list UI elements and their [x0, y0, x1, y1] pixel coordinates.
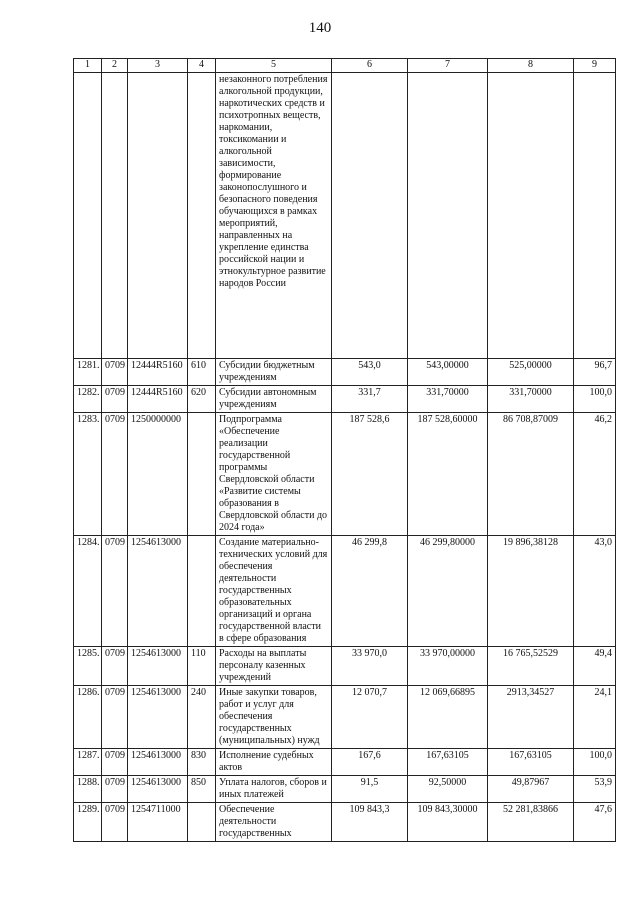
expense-type: 850 — [188, 776, 216, 803]
item-name: Иные закупки товаров, работ и услуг для обеспечения государственных (муниципальных) нужд — [216, 686, 332, 749]
continuation-row — [74, 73, 616, 359]
planned-amount: 46 299,8 — [332, 536, 408, 647]
item-name: Исполнение судебных актов — [216, 749, 332, 776]
planned-amount: 91,5 — [332, 776, 408, 803]
table-header-row — [74, 59, 616, 73]
executed-amount: 331,70000 — [488, 386, 574, 413]
target-code: 1254613000 — [128, 536, 188, 647]
executed-amount: 167,63105 — [488, 749, 574, 776]
execution-percent: 53,9 — [574, 776, 616, 803]
refined-amount: 92,50000 — [408, 776, 488, 803]
column-header: 4 — [188, 59, 216, 73]
section-code: 0709 — [102, 776, 128, 803]
planned-amount: 12 070,7 — [332, 686, 408, 749]
refined-amount: 543,00000 — [408, 359, 488, 386]
execution-percent: 46,2 — [574, 413, 616, 536]
column-header: 9 — [574, 59, 616, 73]
section-code: 0709 — [102, 803, 128, 842]
continuation-text: незаконного потребления алкогольной продукции, наркотических средств и психотропных веществ, наркомании, токсикомании и алкогольной зависимости, формирование законопослушного и безопасного поведения обучающихся в рамках мероприятий, направленных на укрепление единства российской нации и этнокультурное развитие народов России — [216, 73, 332, 359]
execution-percent: 100,0 — [574, 749, 616, 776]
expense-type: 620 — [188, 386, 216, 413]
execution-percent: 49,4 — [574, 647, 616, 686]
executed-amount: 2913,34527 — [488, 686, 574, 749]
item-name: Субсидии автономным учреждениям — [216, 386, 332, 413]
table-row — [74, 647, 616, 686]
table-row — [74, 776, 616, 803]
item-name: Подпрограмма «Обеспечение реализации государственной программы Свердловской области «Развитие системы образования в Свердловской области до 2024 года» — [216, 413, 332, 536]
target-code: 1254613000 — [128, 686, 188, 749]
executed-amount: 52 281,83866 — [488, 803, 574, 842]
execution-percent: 96,7 — [574, 359, 616, 386]
planned-amount: 167,6 — [332, 749, 408, 776]
table-row — [74, 413, 616, 536]
item-name: Создание материально-технических условий для обеспечения деятельности государственных образовательных организаций и органа государственной власти в сфере образования — [216, 536, 332, 647]
expense-type — [188, 536, 216, 647]
expense-type: 830 — [188, 749, 216, 776]
row-number: 1288. — [74, 776, 102, 803]
section-code: 0709 — [102, 647, 128, 686]
expense-type: 110 — [188, 647, 216, 686]
row-number: 1282. — [74, 386, 102, 413]
planned-amount: 187 528,6 — [332, 413, 408, 536]
table-row — [74, 686, 616, 749]
refined-amount: 33 970,00000 — [408, 647, 488, 686]
page-number: 140 — [308, 20, 332, 36]
expense-type: 610 — [188, 359, 216, 386]
expense-type — [188, 413, 216, 536]
item-name: Расходы на выплаты персоналу казенных учреждений — [216, 647, 332, 686]
row-number: 1281. — [74, 359, 102, 386]
section-code: 0709 — [102, 686, 128, 749]
execution-percent: 47,6 — [574, 803, 616, 842]
row-number: 1283. — [74, 413, 102, 536]
column-header: 5 — [216, 59, 332, 73]
execution-percent: 43,0 — [574, 536, 616, 647]
table-row — [74, 803, 616, 842]
execution-percent: 100,0 — [574, 386, 616, 413]
item-name: Уплата налогов, сборов и иных платежей — [216, 776, 332, 803]
target-code: 12444R5160 — [128, 359, 188, 386]
column-header: 2 — [102, 59, 128, 73]
target-code: 1254711000 — [128, 803, 188, 842]
executed-amount: 16 765,52529 — [488, 647, 574, 686]
refined-amount: 12 069,66895 — [408, 686, 488, 749]
row-number: 1289. — [74, 803, 102, 842]
executed-amount: 86 708,87009 — [488, 413, 574, 536]
column-header: 8 — [488, 59, 574, 73]
table-row — [74, 536, 616, 647]
section-code: 0709 — [102, 359, 128, 386]
table-row — [74, 359, 616, 386]
budget-table — [73, 58, 616, 842]
target-code: 1254613000 — [128, 749, 188, 776]
executed-amount: 19 896,38128 — [488, 536, 574, 647]
executed-amount: 49,87967 — [488, 776, 574, 803]
row-number: 1287. — [74, 749, 102, 776]
refined-amount: 109 843,30000 — [408, 803, 488, 842]
column-header: 1 — [74, 59, 102, 73]
target-code: 1254613000 — [128, 776, 188, 803]
planned-amount: 543,0 — [332, 359, 408, 386]
execution-percent: 24,1 — [574, 686, 616, 749]
expense-type — [188, 803, 216, 842]
item-name: Субсидии бюджетным учреждениям — [216, 359, 332, 386]
target-code: 1250000000 — [128, 413, 188, 536]
executed-amount: 525,00000 — [488, 359, 574, 386]
expense-type: 240 — [188, 686, 216, 749]
row-number: 1286. — [74, 686, 102, 749]
item-name: Обеспечение деятельности государственных — [216, 803, 332, 842]
row-number: 1285. — [74, 647, 102, 686]
target-code: 1254613000 — [128, 647, 188, 686]
refined-amount: 331,70000 — [408, 386, 488, 413]
table-row — [74, 749, 616, 776]
planned-amount: 331,7 — [332, 386, 408, 413]
column-header: 7 — [408, 59, 488, 73]
planned-amount: 109 843,3 — [332, 803, 408, 842]
refined-amount: 167,63105 — [408, 749, 488, 776]
row-number: 1284. — [74, 536, 102, 647]
refined-amount: 187 528,60000 — [408, 413, 488, 536]
section-code: 0709 — [102, 413, 128, 536]
section-code: 0709 — [102, 749, 128, 776]
table-row — [74, 386, 616, 413]
column-header: 3 — [128, 59, 188, 73]
column-header: 6 — [332, 59, 408, 73]
section-code: 0709 — [102, 536, 128, 647]
target-code: 12444R5160 — [128, 386, 188, 413]
section-code: 0709 — [102, 386, 128, 413]
planned-amount: 33 970,0 — [332, 647, 408, 686]
refined-amount: 46 299,80000 — [408, 536, 488, 647]
